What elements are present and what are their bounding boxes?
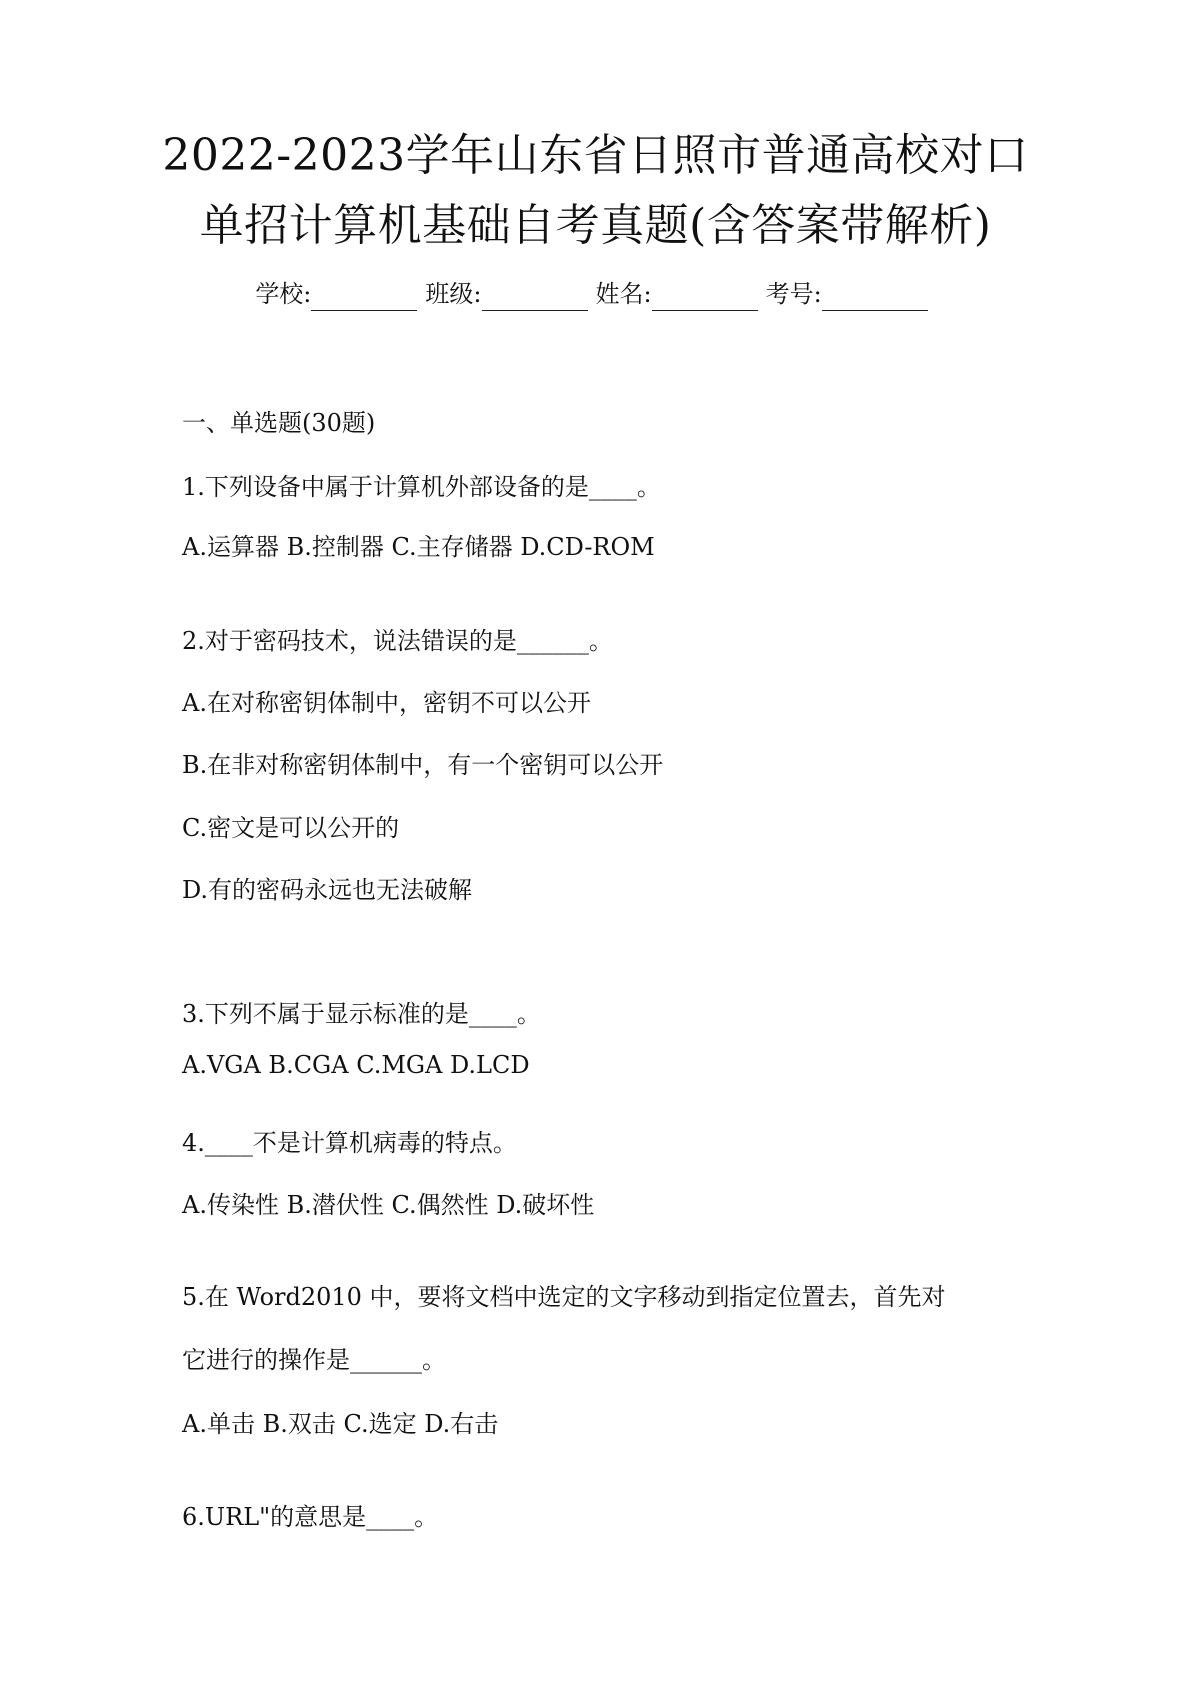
exam-number-label: 考号:	[765, 280, 822, 308]
question-5-stem: 5.在 Word2010 中，要将文档中选定的文字移动到指定位置去，首先对	[182, 1283, 946, 1311]
question-2-option-a: A.在对称密钥体制中，密钥不可以公开	[182, 689, 591, 717]
question-1-stem: 1.下列设备中属于计算机外部设备的是____。	[182, 473, 661, 501]
question-6-stem: 6.URL"的意思是____。	[182, 1503, 439, 1531]
school-blank	[311, 286, 417, 311]
question-5-stem-continued: 它进行的操作是______。	[182, 1346, 446, 1374]
document-title-line-2: 单招计算机基础自考真题(含答案带解析)	[199, 200, 992, 251]
question-2-option-d: D.有的密码永远也无法破解	[182, 876, 473, 904]
name-label: 姓名:	[595, 280, 652, 308]
class-label: 班级:	[425, 280, 482, 308]
document-title-line-1: 2022-2023学年山东省日照市普通高校对口	[162, 130, 1029, 181]
question-2-option-c: C.密文是可以公开的	[182, 814, 400, 842]
class-blank	[482, 286, 588, 311]
question-2-stem: 2.对于密码技术，说法错误的是______。	[182, 627, 613, 655]
student-info-row	[0, 277, 1191, 311]
question-1-options: A.运算器 B.控制器 C.主存储器 D.CD-ROM	[182, 533, 655, 561]
school-label: 学校:	[255, 280, 312, 308]
question-4-stem: 4.____不是计算机病毒的特点。	[182, 1129, 517, 1157]
name-blank	[652, 286, 758, 311]
exam-number-blank	[822, 286, 928, 311]
question-3-options: A.VGA B.CGA C.MGA D.LCD	[182, 1051, 530, 1079]
section-heading: 一、单选题(30题)	[182, 409, 376, 437]
question-5-options: A.单击 B.双击 C.选定 D.右击	[182, 1410, 499, 1438]
question-3-stem: 3.下列不属于显示标准的是____。	[182, 1000, 541, 1028]
question-2-option-b: B.在非对称密钥体制中，有一个密钥可以公开	[182, 751, 664, 779]
question-4-options: A.传染性 B.潜伏性 C.偶然性 D.破坏性	[182, 1191, 595, 1219]
